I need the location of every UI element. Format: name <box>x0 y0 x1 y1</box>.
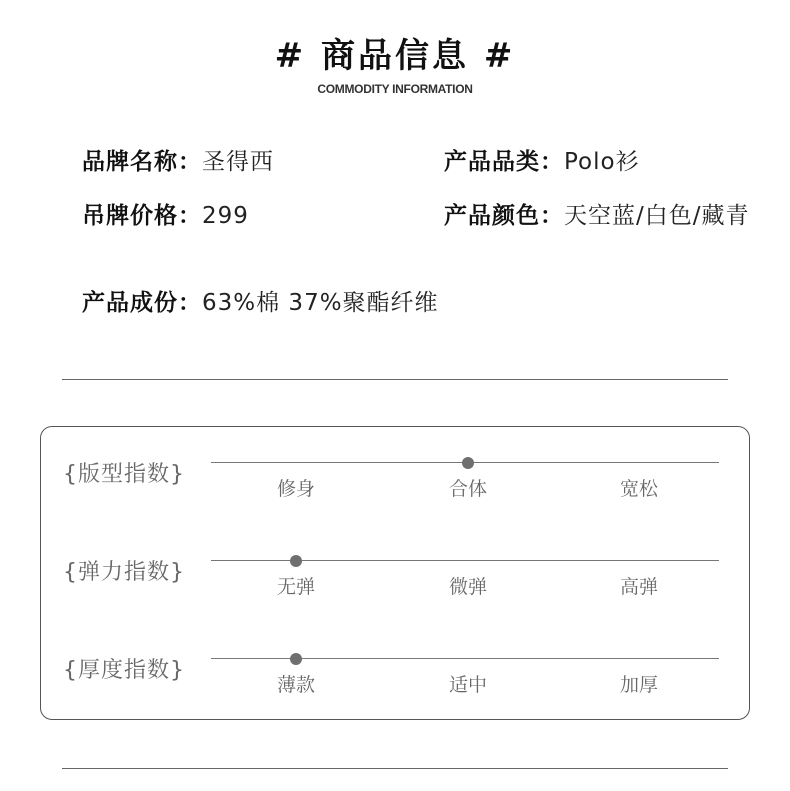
thickness-option: 加厚 <box>619 674 658 696</box>
category-value: Polo衫 <box>564 149 640 175</box>
fit-index-label: {版型指数} <box>63 462 185 487</box>
elasticity-option: 高弹 <box>619 576 658 598</box>
thickness-option: 薄款 <box>276 674 315 696</box>
info-composition <box>82 287 439 320</box>
category-label: 产品品类： <box>444 149 564 175</box>
elasticity-index-scale <box>211 560 719 561</box>
color-label: 产品颜色： <box>444 203 564 229</box>
elasticity-index-marker <box>290 555 302 567</box>
brand-value: 圣得西 <box>202 149 274 175</box>
elasticity-index-label: {弹力指数} <box>63 560 185 585</box>
info-color <box>444 200 754 233</box>
price-value: 299 <box>202 203 249 229</box>
bottom-divider <box>62 768 728 769</box>
thickness-index-marker <box>290 653 302 665</box>
thickness-index-label: {厚度指数} <box>63 658 185 683</box>
thickness-option: 适中 <box>448 674 487 696</box>
page-subtitle: COMMODITY INFORMATION <box>317 82 473 96</box>
fit-option: 合体 <box>448 478 487 500</box>
fit-index-marker <box>462 457 474 469</box>
brand-label: 品牌名称： <box>82 149 202 175</box>
elasticity-option: 微弹 <box>448 576 487 598</box>
info-price <box>82 200 249 233</box>
color-value: 天空蓝/白色/藏青 <box>564 203 750 229</box>
info-category <box>444 146 640 179</box>
index-panel <box>40 426 750 720</box>
fit-option: 修身 <box>276 478 315 500</box>
composition-value: 63%棉 37%聚酯纤维 <box>202 290 439 316</box>
thickness-index-scale <box>211 658 719 659</box>
page-title: # 商品信息 # <box>274 36 516 76</box>
info-brand <box>82 146 274 179</box>
elasticity-option: 无弹 <box>276 576 315 598</box>
fit-option: 宽松 <box>619 478 658 500</box>
price-label: 吊牌价格： <box>82 203 202 229</box>
top-divider <box>62 379 728 380</box>
composition-label: 产品成份： <box>82 290 202 316</box>
